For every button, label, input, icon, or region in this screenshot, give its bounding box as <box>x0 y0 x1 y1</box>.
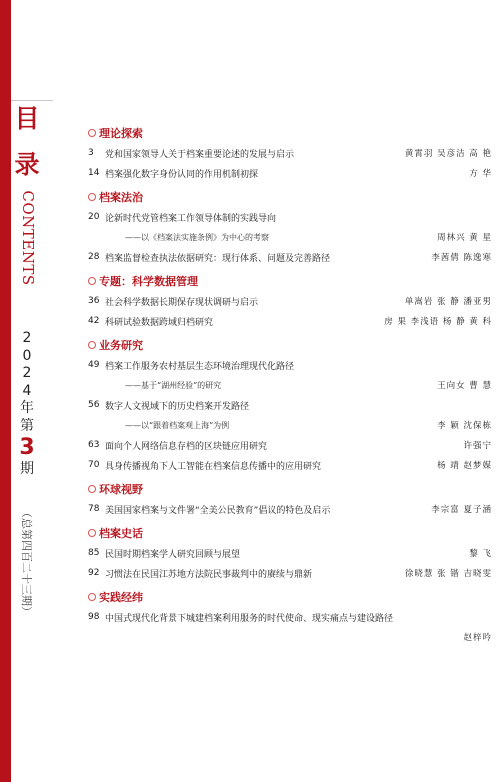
article-authors: 李宗富 夏子涵 <box>431 505 492 515</box>
article-title: 民国时期档案学人研究回顾与展望 <box>105 549 241 560</box>
total-issue: （总第四百二十三期） <box>20 507 33 617</box>
article-title: 党和国家领导人关于档案重要论述的发展与启示 <box>105 149 295 160</box>
contents-label: CONTENTS <box>19 190 37 286</box>
page-number: 14 <box>88 168 100 178</box>
page-number: 42 <box>88 316 100 326</box>
page-number: 92 <box>88 568 100 578</box>
article-title: 档案强化数字身份认同的作用机制初探 <box>105 169 259 180</box>
toc-entry[interactable] <box>88 563 492 583</box>
title-char-lu: 录 <box>14 150 40 179</box>
section-heading <box>88 479 492 499</box>
page-number: 98 <box>88 612 100 622</box>
page-number: 28 <box>88 252 100 262</box>
section-heading <box>88 587 492 607</box>
article-subtitle: ——基于“湖州经验”的研究 <box>125 380 222 390</box>
article-authors: 房 果 李浅语 杨 静 黄 科 <box>384 317 492 327</box>
article-authors: 黄霄羽 吴彦洁 高 艳 <box>404 149 492 159</box>
toc-subtitle-row[interactable] <box>88 415 492 435</box>
left-red-bar <box>0 0 11 782</box>
toc-entry[interactable] <box>88 163 492 183</box>
section-title: 档案史话 <box>99 527 143 540</box>
article-authors: 杨 靖 赵梦媒 <box>437 461 492 471</box>
section-heading <box>88 123 492 143</box>
section-bullet-icon <box>88 129 96 137</box>
toc-entry[interactable] <box>88 311 492 331</box>
year-char: 年 <box>20 400 34 416</box>
section-title: 环球视野 <box>99 483 143 496</box>
article-title: 档案监督检查执法依据研究：现行体系、问题及完善路径 <box>105 253 331 264</box>
article-subtitle: ——以“跟着档案观上海”为例 <box>125 420 230 430</box>
page-number: 70 <box>88 460 100 470</box>
article-title: 论新时代党管档案工作领导体制的实践导向 <box>105 213 277 224</box>
section-bullet-icon <box>88 277 96 285</box>
toc-subtitle-row[interactable] <box>88 375 492 395</box>
article-title: 数字人文视域下的历史档案开发路径 <box>105 401 250 412</box>
issue-suffix: 期 <box>20 461 34 478</box>
section-bullet-icon <box>88 485 96 493</box>
article-title: 美国国家档案与文件署“全美公民教育”倡议的特色及启示 <box>105 505 331 516</box>
year-digit: 2 <box>22 365 32 381</box>
toc-subtitle-row[interactable] <box>88 227 492 247</box>
toc-entry[interactable] <box>88 291 492 311</box>
section-heading <box>88 335 492 355</box>
section-heading <box>88 271 492 291</box>
toc-entry[interactable] <box>88 607 492 627</box>
section-bullet-icon <box>88 529 96 537</box>
page-number: 20 <box>88 212 100 222</box>
section-title: 实践经纬 <box>99 591 143 604</box>
page-number: 3 <box>88 148 94 158</box>
toc-entry[interactable] <box>88 627 492 647</box>
year-digit: 4 <box>22 382 32 399</box>
article-authors: 李茜倩 陈逸寒 <box>431 253 492 263</box>
section-bullet-icon <box>88 593 96 601</box>
page-number: 49 <box>88 360 100 370</box>
article-title: 社会科学数据长期保存现状调研与启示 <box>105 297 259 308</box>
section-bullet-icon <box>88 341 96 349</box>
toc-entry[interactable] <box>88 435 492 455</box>
section-title: 专题：科学数据管理 <box>99 275 198 288</box>
article-authors: 方 华 <box>469 169 492 179</box>
article-authors: 徐晓慧 张 锴 吉晓雯 <box>404 569 492 579</box>
article-title: 中国式现代化背景下城建档案利用服务的时代使命、现实痛点与建设路径 <box>105 613 394 624</box>
page-number: 78 <box>88 504 100 514</box>
toc-entry[interactable] <box>88 543 492 563</box>
section-title: 档案法治 <box>99 191 143 204</box>
toc-entry[interactable] <box>88 355 492 375</box>
year-digit: 2 <box>22 330 32 346</box>
article-authors: 赵梓吟 <box>463 633 492 643</box>
article-authors: 周林兴 黄 星 <box>437 233 492 243</box>
issue-prefix: 第 <box>20 417 34 434</box>
issue-number: 3 <box>19 435 35 460</box>
article-authors: 单嵩岩 张 静 潘亚男 <box>404 297 492 307</box>
toc-entry[interactable] <box>88 143 492 163</box>
article-title: 面向个人网络信息存档的区块链应用研究 <box>105 441 268 452</box>
section-title: 业务研究 <box>99 339 143 352</box>
article-authors: 许强宁 <box>463 441 492 451</box>
section-heading <box>88 523 492 543</box>
table-of-contents <box>88 123 492 647</box>
article-title: 习惯法在民国江苏地方法院民事裁判中的赓续与鼎新 <box>105 569 313 580</box>
toc-entry[interactable] <box>88 395 492 415</box>
page-number: 63 <box>88 440 100 450</box>
article-subtitle: ——以《档案法实施条例》为中心的考察 <box>125 232 269 242</box>
toc-entry[interactable] <box>88 455 492 475</box>
toc-entry[interactable] <box>88 207 492 227</box>
article-authors: 李 颖 沈保栋 <box>437 421 492 431</box>
article-title: 档案工作服务农村基层生态环境治理现代化路径 <box>105 361 295 372</box>
article-authors: 王向女 曹 慧 <box>437 381 492 391</box>
article-authors: 黎 飞 <box>469 549 492 559</box>
page-number: 85 <box>88 548 100 558</box>
section-bullet-icon <box>88 193 96 201</box>
section-heading <box>88 187 492 207</box>
top-divider <box>11 100 53 101</box>
article-title: 具身传播视角下人工智能在档案信息传播中的应用研究 <box>105 461 322 472</box>
year-digit: 0 <box>22 347 32 364</box>
page-number: 56 <box>88 400 100 410</box>
page-number: 36 <box>88 296 100 306</box>
article-title: 科研试验数据跨域归档研究 <box>105 317 214 328</box>
title-char-mu: 目 <box>14 104 40 133</box>
issue-info <box>12 330 42 479</box>
toc-entry[interactable] <box>88 247 492 267</box>
section-title: 理论探索 <box>99 127 143 140</box>
toc-entry[interactable] <box>88 499 492 519</box>
